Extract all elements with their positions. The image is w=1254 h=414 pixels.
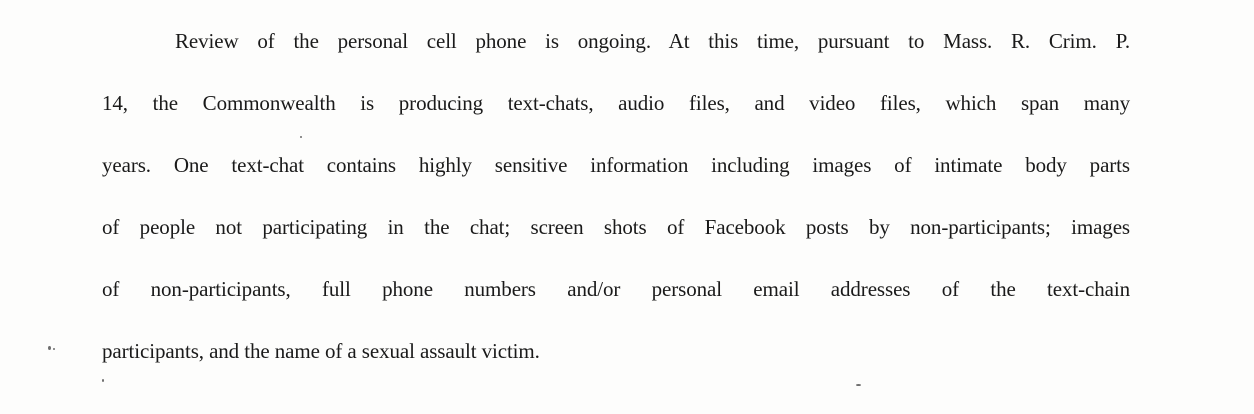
paragraph-line-5: of non-participants, full phone numbers and/or personal email addresses of the text-chain	[102, 277, 1130, 301]
paragraph-line-4: of people not participating in the chat; screen shots of Facebook posts by non-participants; images	[102, 215, 1130, 239]
paragraph-line-2: 14, the Commonwealth is producing text-chats, audio files, and video files, which span many	[102, 91, 1130, 115]
paragraph-line-1: Review of the personal cell phone is ongoing. At this time, pursuant to Mass. R. Crim. P.	[175, 29, 1130, 53]
paragraph-line-6: participants, and the name of a sexual assault victim.	[102, 339, 540, 363]
paragraph-line-3: years. One text-chat contains highly sensitive information including images of intimate body parts	[102, 153, 1130, 177]
scan-speck	[856, 384, 861, 386]
scan-speck	[48, 346, 51, 350]
scan-speck	[300, 136, 302, 138]
scan-speck	[53, 348, 55, 350]
scan-speck	[102, 379, 104, 382]
